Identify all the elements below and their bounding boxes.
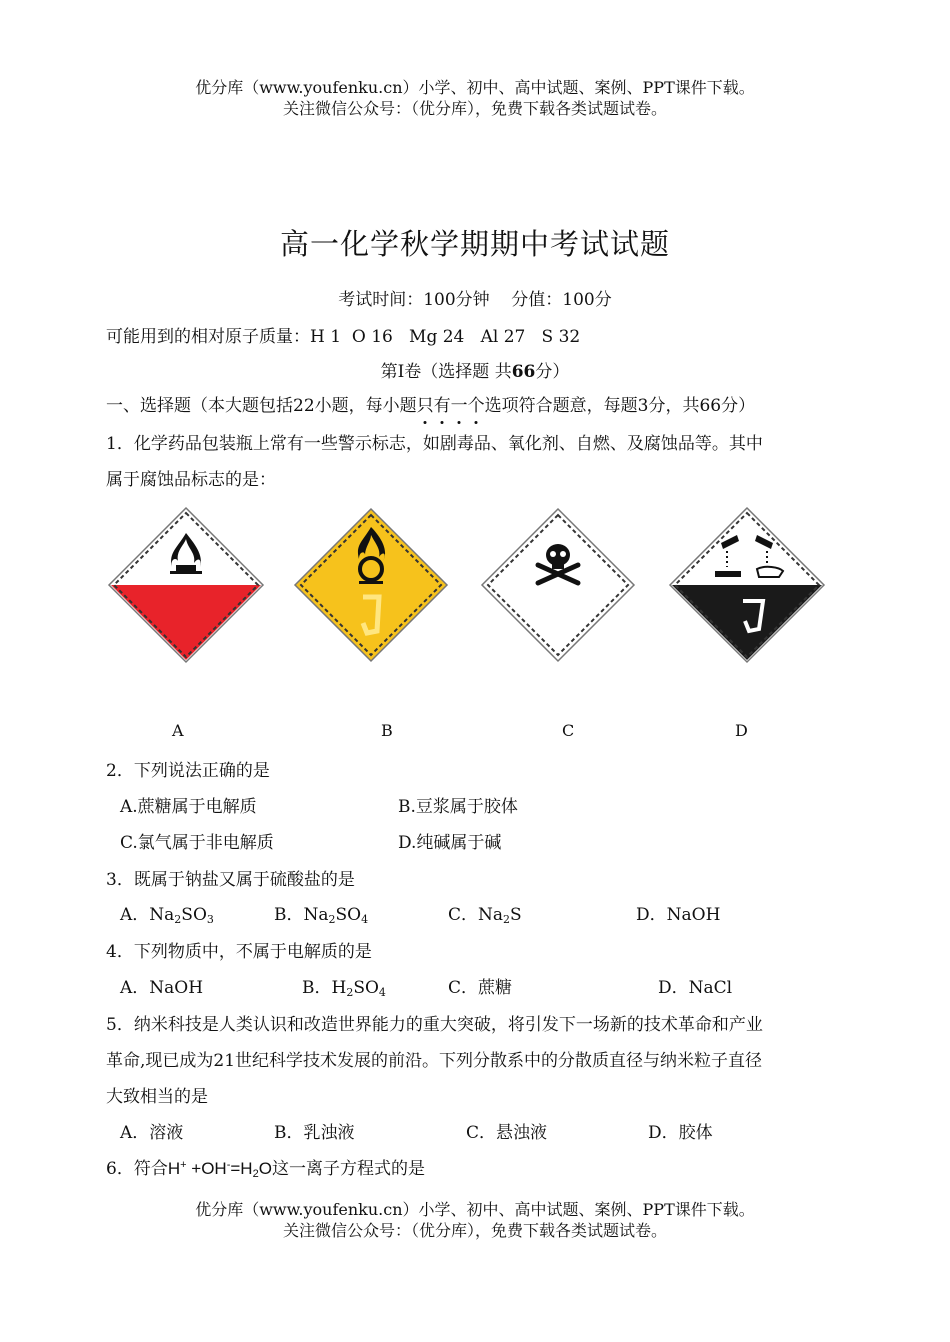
volume-heading-pre: 第Ⅰ卷（选择题 共 (380, 362, 512, 382)
q4-option-c: C．蔗糖 (448, 978, 513, 998)
exam-time-score: 考试时间：100分钟 分值：100分 (338, 290, 612, 310)
q5-stem-line-1: 5．纳米科技是人类认识和改造世界能力的重大突破，将引发下一场新的技术革命和产业 (106, 1015, 763, 1035)
page-header-line-1: 优分库（www.youfenku.cn）小学、初中、高中试题、案例、PPT课件下载。 (195, 78, 755, 97)
corrosive-sign-icon (667, 505, 827, 665)
volume-heading-post: 分） (535, 362, 570, 382)
q1-option-c-label: C (562, 721, 575, 740)
oxidizer-sign-icon (293, 507, 449, 663)
q1-stem-line-2: 属于腐蚀品标志的是： (106, 470, 276, 490)
q2-stem: 2．下列说法正确的是 (106, 761, 270, 781)
q2-option-a: A.蔗糖属于电解质 (120, 797, 257, 817)
q1-option-b-label: B (381, 721, 393, 740)
q4-option-d: D．NaCl (658, 978, 733, 998)
q3-option-b: B．$Na_2SO_4$ (274, 905, 369, 926)
emphasis-char: 个 (468, 396, 485, 416)
q5-option-b: B．乳浊液 (274, 1123, 355, 1143)
emphasis-char: 一 (451, 396, 468, 416)
q3-stem: 3．既属于钠盐又属于硫酸盐的是 (106, 870, 355, 890)
exam-title: 高一化学秋学期期中考试试题 (279, 227, 670, 261)
q6-stem: 6．符合$H^+ +OH^-=H_2O$这一离子方程式的是 (106, 1159, 425, 1180)
q1-stem-line-1: 1．化学药品包装瓶上常有一些警示标志，如剧毒品、氧化剂、自燃、及腐蚀品等。其中 (106, 434, 763, 454)
emphasis-char: 有 (434, 396, 451, 416)
q5-option-d: D．胶体 (648, 1123, 713, 1143)
emphasis-char: 只 (417, 396, 434, 416)
section-heading (106, 391, 755, 416)
page-footer-line-2: 关注微信公众号：（优分库），免费下载各类试题试卷。 (282, 1221, 667, 1240)
q1-option-d-label: D (735, 721, 748, 740)
q4-option-b: B．$H_2SO_4$ (302, 978, 386, 999)
volume-heading-num: 66 (511, 362, 536, 382)
q3-option-d: D．NaOH (636, 905, 721, 925)
page-header-line-2: 关注微信公众号：（优分库），免费下载各类试题试卷。 (282, 99, 667, 118)
q4-stem: 4．下列物质中，不属于电解质的是 (106, 942, 372, 962)
volume-heading (0, 357, 950, 382)
q4-option-a: A．NaOH (120, 978, 204, 998)
toxic-skull-sign-icon (480, 507, 636, 663)
section-heading-pre: 一、选择题（本大题包括22小题，每小题 (106, 396, 417, 416)
section-heading-post: 选项符合题意，每题3分，共66分） (484, 396, 756, 416)
q1-option-a-label: A (172, 721, 184, 740)
q2-option-b: B.豆浆属于胶体 (398, 797, 518, 817)
q2-option-c: C.氯气属于非电解质 (120, 833, 274, 853)
page-footer-line-1: 优分库（www.youfenku.cn）小学、初中、高中试题、案例、PPT课件下载。 (195, 1200, 755, 1219)
atomic-mass-line: 可能用到的相对原子质量：H 1 O 16 Mg 24 Al 27 S 32 (106, 327, 581, 347)
q5-option-a: A．溶液 (120, 1123, 184, 1143)
q2-option-d: D.纯碱属于碱 (398, 833, 502, 853)
q5-stem-line-3: 大致相当的是 (106, 1087, 208, 1107)
spontaneous-combustion-sign-icon (106, 505, 266, 665)
q5-stem-line-2: 革命,现已成为21世纪科学技术发展的前沿。下列分散系中的分散质直径与纳米粒子直径 (106, 1051, 763, 1071)
q3-option-c: C．$Na_2S$ (448, 905, 522, 926)
q5-option-c: C．悬浊液 (466, 1123, 548, 1143)
q3-option-a: A．$Na_2SO_3$ (120, 905, 214, 926)
